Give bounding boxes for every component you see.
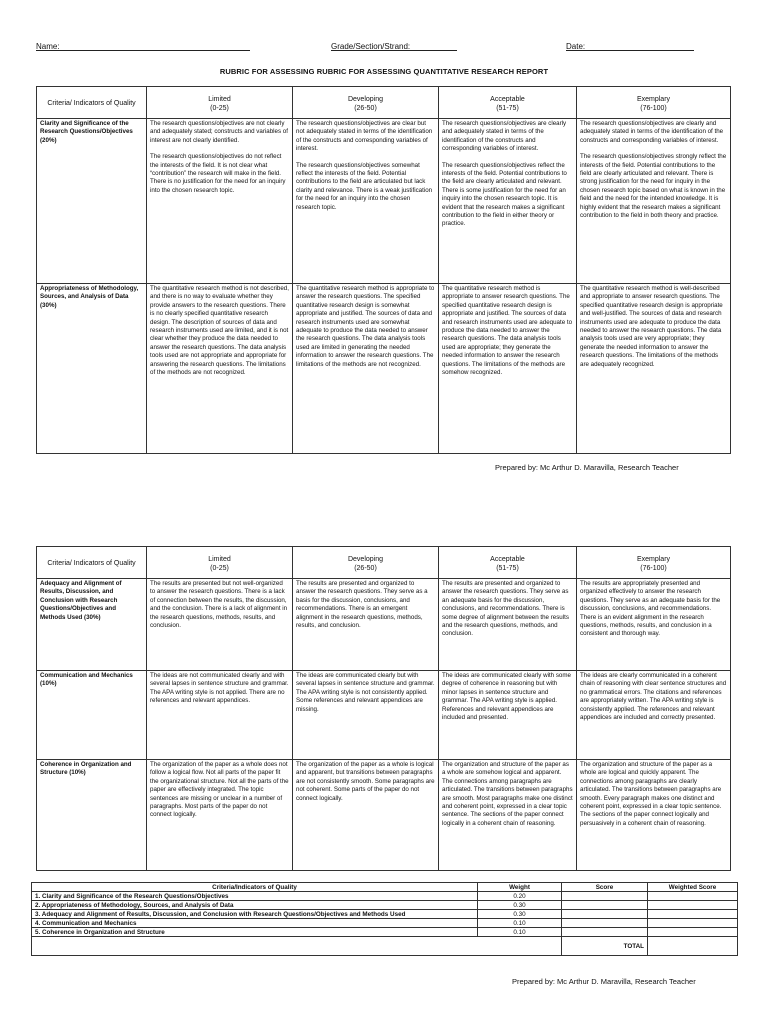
descriptor-cell — [577, 579, 731, 671]
column-score-range: (51-75) — [496, 564, 519, 572]
name-label: Name: — [36, 42, 60, 51]
score-criteria: 3. Adequacy and Alignment of Results, Discussion, and Conclusion with Research Questions/Objectives and Methods Used — [32, 910, 478, 919]
column-score-range: (26-50) — [354, 104, 377, 112]
score-weight: 0.30 — [478, 910, 562, 919]
descriptor-text: The results are appropriately presented and organized effectively to answer the research questions. They serve as an adequate basis for the discussion, conclusions, and recommendations. There is an evident alignment in the research questions, methods, results, and conclusion in a consistent and thorough way. — [580, 580, 721, 638]
descriptor-text: The organization of the paper as a whole does not follow a logical flow. Not all parts of the paper fit the organizational structure. Not all the parts of the paper are effectively integrated. The topic sentences are missing or unclear in a number of paragraphs. Most parts of the paper do not connect logically. — [150, 761, 289, 819]
descriptor-cell — [147, 579, 293, 671]
score-input-cell[interactable] — [562, 910, 648, 919]
column-header — [439, 547, 577, 579]
total-score-cell[interactable] — [648, 937, 738, 956]
rubric-row — [37, 284, 731, 454]
descriptor-cell — [293, 119, 439, 284]
descriptor-text: The research questions/objectives are clearly and adequately stated in terms of the identification of the constructs and corresponding variables of interest. — [580, 120, 724, 144]
descriptor-text: The research questions/objectives somewhat reflect the interests of the field. Potential contributions to the field are articulated but lack clarity and relevance. There is a weak justification for the need for an inquiry into the chosen research topic. — [296, 161, 433, 211]
total-spacer — [32, 937, 562, 956]
descriptor-cell — [293, 671, 439, 760]
prepared-by-note: Prepared by: Mc Arthur D. Maravilla, Research Teacher — [495, 463, 679, 472]
descriptor-cell — [293, 760, 439, 871]
column-title: Acceptable — [490, 95, 525, 103]
descriptor-text: The ideas are not communicated clearly and with several lapses in sentence structure and grammar. The APA writing style is not applied. There are no references and relevant appendices. — [150, 672, 289, 705]
column-header — [577, 547, 731, 579]
criteria-cell: Clarity and Significance of the Research Questions/Objectives (20%) — [37, 119, 147, 284]
score-column-header: Score — [562, 883, 648, 892]
rubric-header-row — [37, 547, 731, 579]
column-score-range: (0-25) — [210, 564, 229, 572]
score-summary-table — [31, 882, 738, 956]
descriptor-cell — [147, 760, 293, 871]
rubric-row — [37, 760, 731, 871]
column-title: Limited — [208, 95, 231, 103]
score-header-row — [32, 883, 738, 892]
grade-section-strand-label: Grade/Section/Strand: — [331, 42, 411, 51]
weighted-score-cell[interactable] — [648, 901, 738, 910]
criteria-cell: Appropriateness of Methodology, Sources, and Analysis of Data (30%) — [37, 284, 147, 454]
descriptor-text: The research questions/objectives do not reflect the interests of the field. It is not clear what “contribution” the research will make in the field. There is no justification for the need for an inquiry into the chosen research topic. — [150, 153, 286, 194]
score-row — [32, 928, 738, 937]
descriptor-text: The quantitative research method is appropriate to answer the research questions. The specified quantitative research design is somewhat appropriate and justified. The sources of data and research instruments used are somewhat adequate to produce the data needed to answer the research questions. The data analysis tools used are limited in generating the needed information to answer the research questions. The limitations of the methods are not recognized. — [296, 285, 435, 368]
descriptor-cell — [577, 760, 731, 871]
score-row — [32, 901, 738, 910]
criteria-cell: Communication and Mechanics (10%) — [37, 671, 147, 760]
column-header — [37, 547, 147, 579]
score-weight: 0.10 — [478, 928, 562, 937]
criteria-cell: Coherence in Organization and Structure (10%) — [37, 760, 147, 871]
score-criteria: 2. Appropriateness of Methodology, Sources, and Analysis of Data — [32, 901, 478, 910]
column-title: Criteria/ Indicators of Quality — [47, 560, 136, 567]
score-criteria: 1. Clarity and Significance of the Research Questions/Objectives — [32, 892, 478, 901]
descriptor-text: The results are presented and organized to answer the research questions. They serve as a basis for the discussion, conclusions, and recommendations. There is an emergent alignment in the research questions, methods, results, and conclusion. — [296, 580, 428, 630]
descriptor-text: The ideas are communicated clearly but with several lapses in sentence structure and grammar. The APA writing style is not consistently applied. Some references and relevant appendices are missing. — [296, 672, 435, 713]
descriptor-cell — [293, 284, 439, 454]
rubric-table-page-1 — [36, 86, 731, 454]
descriptor-cell — [439, 119, 577, 284]
score-input-cell[interactable] — [562, 928, 648, 937]
descriptor-text: The ideas are communicated clearly with some degree of coherence in reasoning but with minor lapses in sentence structure and grammar. The APA writing style is applied. References and relevant appendices are included and presented. — [442, 672, 571, 722]
descriptor-cell — [439, 579, 577, 671]
criteria-cell: Adequacy and Alignment of Results, Discussion, and Conclusion with Research Questions/Objectives and Methods Used (30%) — [37, 579, 147, 671]
rubric-row — [37, 579, 731, 671]
score-input-cell[interactable] — [562, 919, 648, 928]
score-row — [32, 892, 738, 901]
column-header — [439, 87, 577, 119]
column-title: Developing — [347, 555, 384, 563]
descriptor-text: The ideas are clearly communicated in a coherent chain of reasoning with clear sentence structures and no grammatical errors. The citations and references are appropriately written. The APA writing style is consistently applied. The references and relevant appendices are included and correctly presented. — [580, 672, 727, 722]
score-criteria: 4. Communication and Mechanics — [32, 919, 478, 928]
column-title: Exemplary — [636, 95, 671, 103]
descriptor-text: The research questions/objectives are clearly and adequately stated in terms of the identification of the constructs and corresponding variables of interest. — [442, 120, 567, 153]
rubric-table-page-2 — [36, 546, 731, 871]
column-header — [147, 547, 293, 579]
rubric-row — [37, 119, 731, 284]
descriptor-text: The organization and structure of the paper as a whole are logical and quickly apparent. The connections among paragraphs are clearly articulated. The transitions between paragraphs are smooth. Every paragraph makes one distinct and coherent point, expressed in a clear topic sentence. The sections of the paper connect logically and persuasively in a coherent chain of reasoning. — [580, 761, 722, 827]
descriptor-text: The research questions/objectives are clear but not adequately stated in terms of the identification of the constructs and corresponding variables of interest. — [296, 120, 433, 153]
column-score-range: (76-100) — [640, 564, 667, 572]
column-score-range: (76-100) — [640, 104, 667, 112]
weighted-score-cell[interactable] — [648, 892, 738, 901]
rubric-row — [37, 671, 731, 760]
column-header — [293, 87, 439, 119]
score-weight: 0.20 — [478, 892, 562, 901]
column-header — [37, 87, 147, 119]
descriptor-cell — [577, 119, 731, 284]
descriptor-cell — [577, 284, 731, 454]
descriptor-cell — [439, 671, 577, 760]
column-title: Developing — [347, 95, 384, 103]
descriptor-cell — [147, 671, 293, 760]
descriptor-cell — [577, 671, 731, 760]
column-header — [147, 87, 293, 119]
score-column-header: Criteria/Indicators of Quality — [32, 883, 478, 892]
student-info-header — [36, 42, 736, 56]
column-header — [577, 87, 731, 119]
descriptor-text: The quantitative research method is appropriate to answer research questions. The specified quantitative research design is appropriate and justified. The sources of data and research instruments used are adequate to produce the data needed to answer the research questions. The data analysis tools used are appropriate; they generate the needed information to answer the research questions. The limitations of the methods are somehow recognized. — [442, 285, 573, 377]
weighted-score-cell[interactable] — [648, 910, 738, 919]
descriptor-text: The research questions/objectives are not clearly and adequately stated; constructs and variables of interest are not clearly identified. — [150, 120, 288, 144]
weighted-score-cell[interactable] — [648, 919, 738, 928]
column-title: Limited — [208, 555, 231, 563]
score-column-header: Weighted Score — [648, 883, 738, 892]
score-input-cell[interactable] — [562, 901, 648, 910]
score-input-cell[interactable] — [562, 892, 648, 901]
score-weight: 0.30 — [478, 901, 562, 910]
column-title: Criteria/ Indicators of Quality — [47, 100, 136, 107]
score-weight: 0.10 — [478, 919, 562, 928]
descriptor-text: The organization of the paper as a whole is logical and apparent, but transitions between paragraphs are not consistently smooth. Some paragraphs are not coherent. Some parts of the paper do not connect logically. — [296, 761, 435, 802]
score-criteria: 5. Coherence in Organization and Structure — [32, 928, 478, 937]
column-title: Acceptable — [490, 555, 525, 563]
column-title: Exemplary — [636, 555, 671, 563]
weighted-score-cell[interactable] — [648, 928, 738, 937]
descriptor-cell — [293, 579, 439, 671]
date-label: Date: — [566, 42, 586, 51]
descriptor-text: The results are presented and organized to answer the research questions. They serve as an adequate basis for the discussion, conclusions, and recommendations. There is some degree of alignment between the results and the research questions, methods, and conclusion. — [442, 580, 569, 638]
descriptor-cell — [439, 284, 577, 454]
rubric-header-row — [37, 87, 731, 119]
total-label: TOTAL — [562, 937, 648, 956]
descriptor-cell — [439, 760, 577, 871]
descriptor-text: The research questions/objectives strongly reflect the interests of the field. Potential contributions to the field are clearly articulated and relevant. There is strong justification for the need for inquiry in the chosen research topic based on what is known in the field and the need for the intended knowledge. It is highly evident that the research makes a significant contribution to the field in both theory and practice. — [580, 153, 727, 220]
descriptor-text: The research questions/objectives reflect the interests of the field. Potential contributions to the field are clearly articulated and relevant. There is some justification for the need for an inquiry into the chosen research topic. It is evident that the research makes a significant contribution to the field in either theory or practice. — [442, 161, 567, 228]
descriptor-cell — [147, 284, 293, 454]
descriptor-text: The results are presented but not well-organized to answer the research questions. There is a lack of connection between the results, the discussion, and the conclusion. There is a lack of alignment in the research questions, methods, results, and conclusion. — [150, 580, 288, 630]
descriptor-text: The quantitative research method is well-described and appropriate to answer research questions. The specified quantitative research design is appropriate and well-justified. The sources of data and research instruments used are adequate to produce the data needed to answer the research questions. The data analysis tools used are very appropriate; they generate the needed information to answer the research questions. The limitations of the methods are adequately recognized. — [580, 285, 723, 368]
column-header — [293, 547, 439, 579]
score-column-header: Weight — [478, 883, 562, 892]
prepared-by-note-bottom: Prepared by: Mc Arthur D. Maravilla, Research Teacher — [512, 977, 696, 986]
score-row — [32, 919, 738, 928]
column-score-range: (26-50) — [354, 564, 377, 572]
descriptor-text: The quantitative research method is not described, and there is no way to evaluate whether they provide answers to the research questions. There is no clearly specified quantitative research design. The description of sources of data and research instruments used are limited, and it is not clear whether they produce the data needed to answer the research questions. The data analysis tools used are not appropriate and appropriate for answering the research questions. The limitations of the methods are not recognized. — [150, 285, 289, 377]
score-total-row — [32, 937, 738, 956]
column-score-range: (0-25) — [210, 104, 229, 112]
column-score-range: (51-75) — [496, 104, 519, 112]
descriptor-cell — [147, 119, 293, 284]
rubric-title: RUBRIC FOR ASSESSING RUBRIC FOR ASSESSING QUANTITATIVE RESEARCH REPORT — [219, 67, 549, 76]
score-row — [32, 910, 738, 919]
descriptor-text: The organization and structure of the paper as a whole are somehow logical and apparent. The connections among paragraphs are articulated. The transitions between paragraphs are smooth. Most paragraphs make one distinct and coherent point, expressed in a clear topic sentence. The sections of the paper connect logically in a coherent chain of reasoning. — [442, 761, 573, 827]
